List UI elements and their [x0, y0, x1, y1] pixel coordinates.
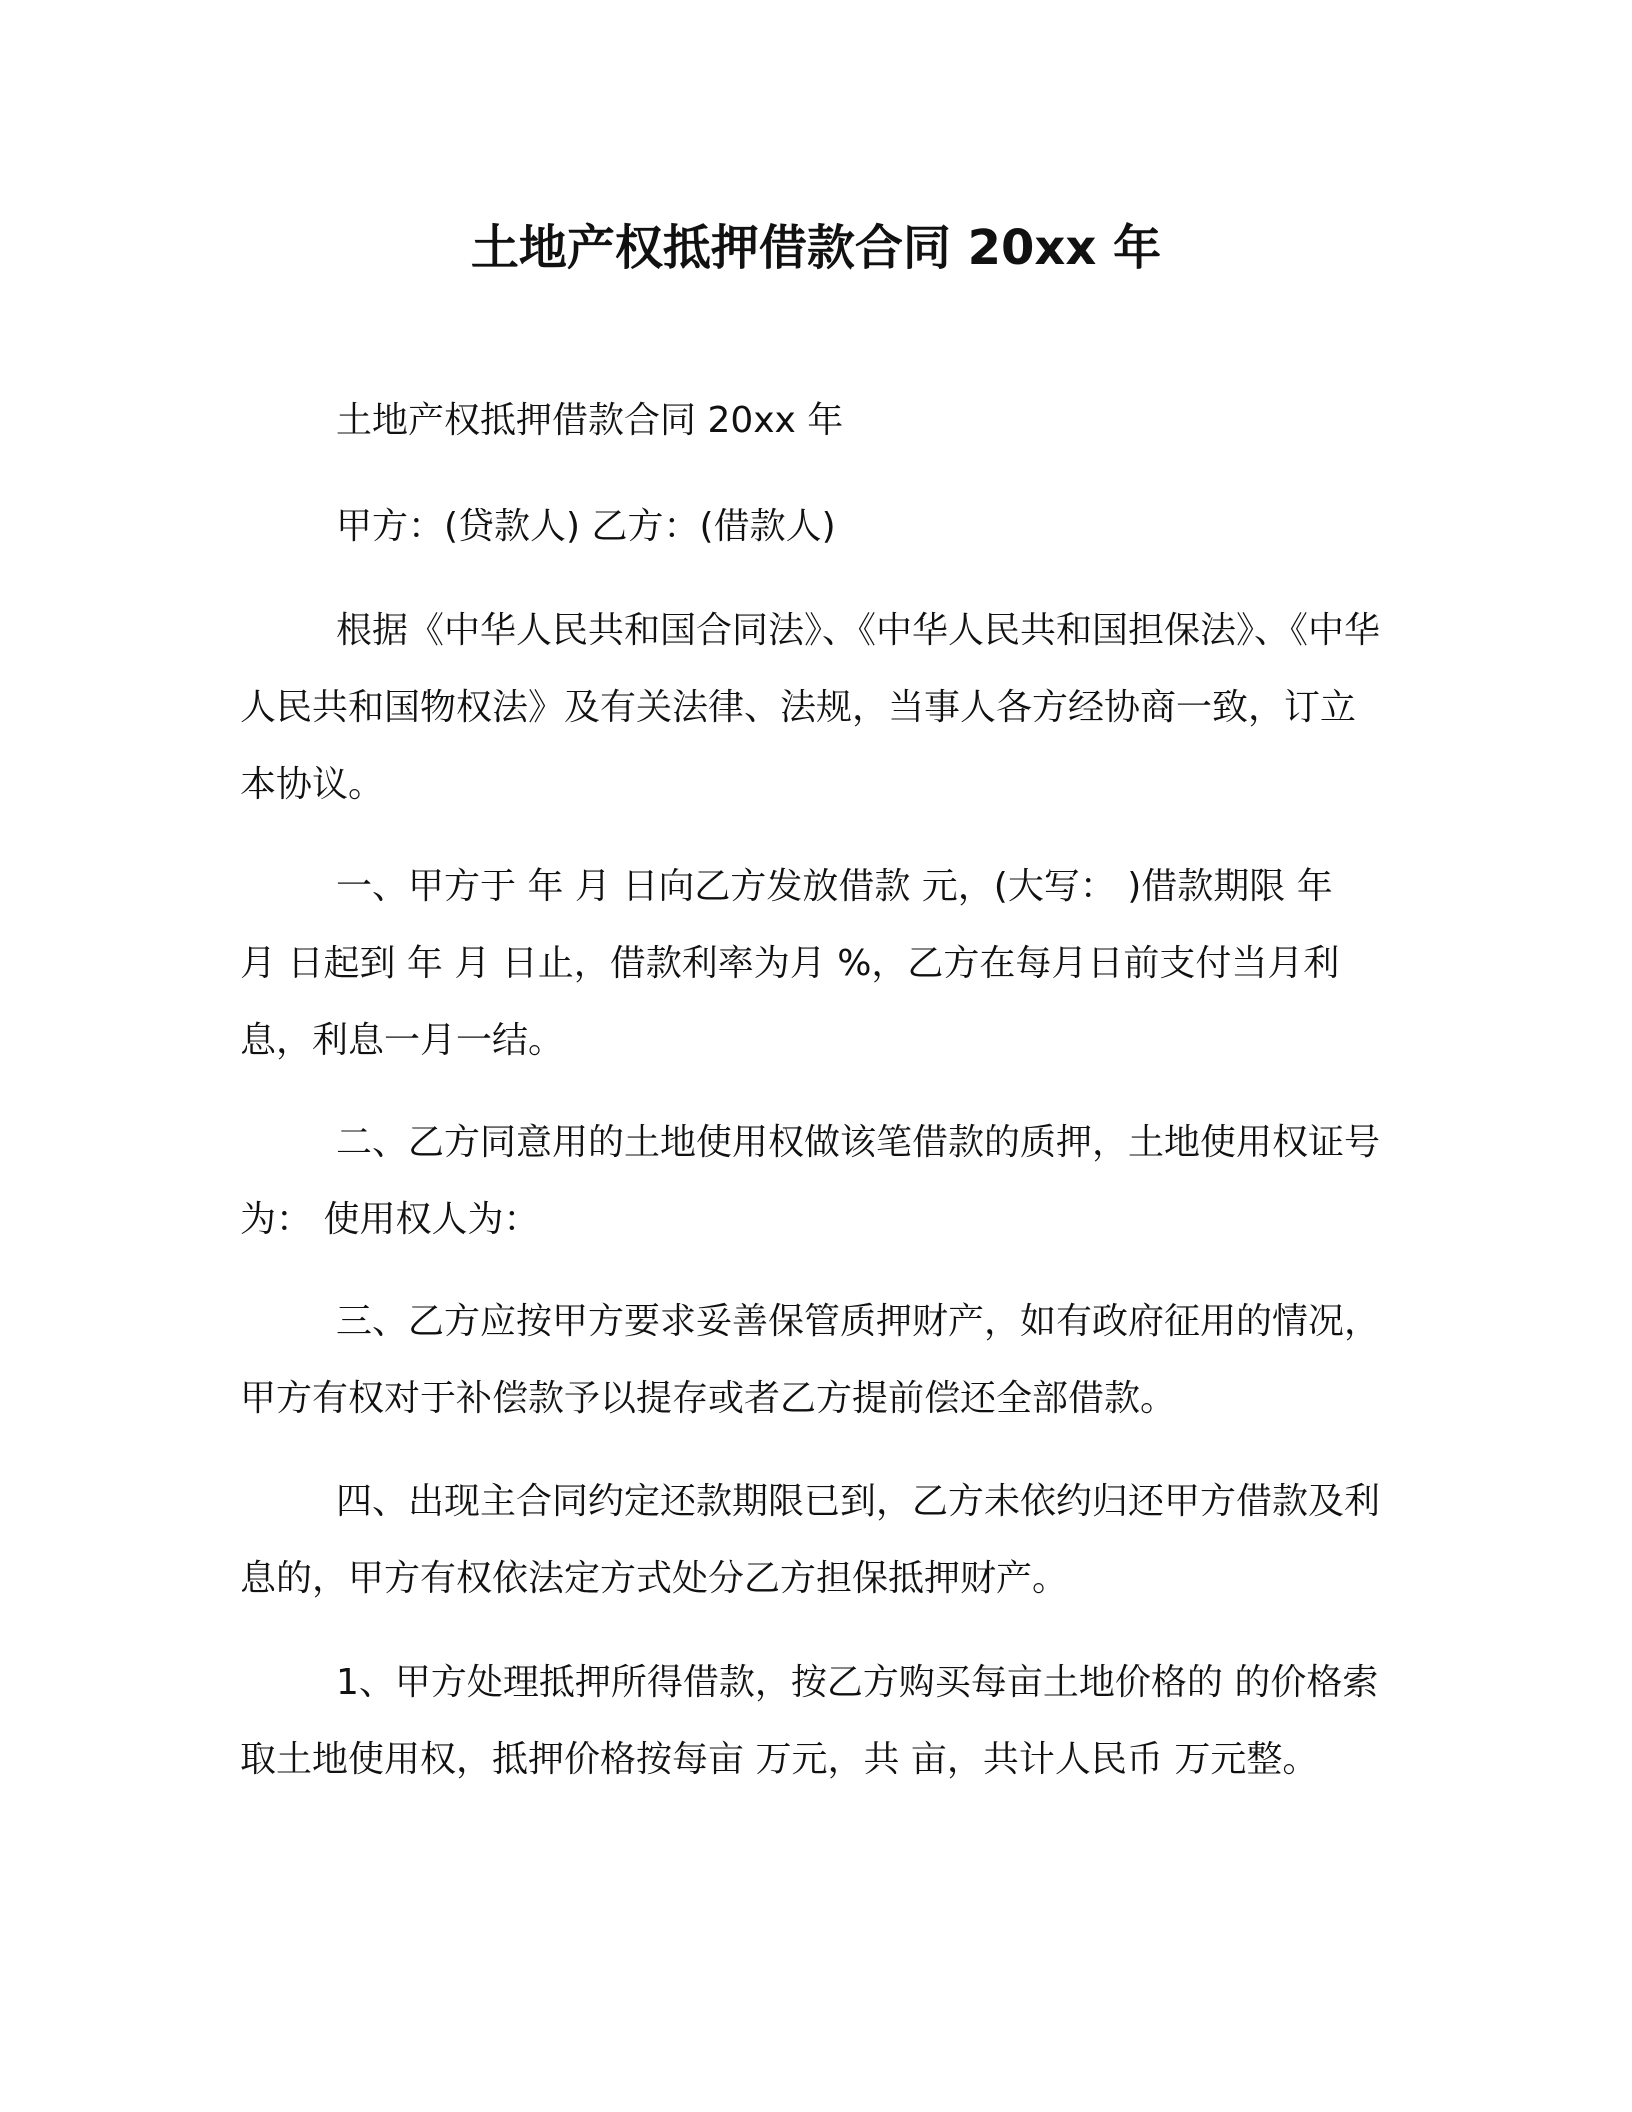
paragraph-legal-basis — [240, 592, 1380, 823]
paragraph-text: 二、乙方同意用的土地使用权做该笔借款的质押，土地使用权证号为： 使用权人为： — [240, 1122, 1381, 1240]
paragraph-text: 四、出现主合同约定还款期限已到，乙方未依约归还甲方借款及利息的，甲方有权依法定方式处分乙方担保抵押财产。 — [240, 1481, 1381, 1599]
paragraph-text: 甲方：(贷款人) 乙方：(借款人) — [336, 506, 836, 547]
paragraph-clause-3 — [240, 1283, 1380, 1437]
paragraph-text: 1、甲方处理抵押所得借款，按乙方购买每亩土地价格的 的价格索取土地使用权，抵押价格按每亩 万元，共 亩，共计人民币 万元整。 — [240, 1662, 1379, 1780]
paragraph-text: 三、乙方应按甲方要求妥善保管质押财产，如有政府征用的情况，甲方有权对于补偿款予以提存或者乙方提前偿还全部借款。 — [240, 1301, 1381, 1419]
paragraph-heading — [240, 382, 1380, 459]
paragraph-text: 根据《中华人民共和国合同法》、《中华人民共和国担保法》、《中华人民共和国物权法》及有关法律、法规，当事人各方经协商一致，订立本协议。 — [240, 610, 1381, 805]
paragraph-clause-4 — [240, 1463, 1380, 1617]
paragraph-text: 一、甲方于 年 月 日向乙方发放借款 元，(大写： )借款期限 年 月 日起到 年 月 日止，借款利率为月 %，乙方在每月日前支付当月利息，利息一月一结。 — [240, 866, 1340, 1061]
paragraph-clause-1 — [240, 848, 1380, 1079]
paragraph-clause-2 — [240, 1104, 1380, 1258]
paragraph-parties — [240, 488, 1380, 565]
paragraph-text: 土地产权抵押借款合同 20xx 年 — [336, 400, 844, 441]
paragraph-subclause-1 — [240, 1644, 1380, 1798]
document-title: 土地产权抵押借款合同 20xx 年 — [470, 220, 1162, 276]
